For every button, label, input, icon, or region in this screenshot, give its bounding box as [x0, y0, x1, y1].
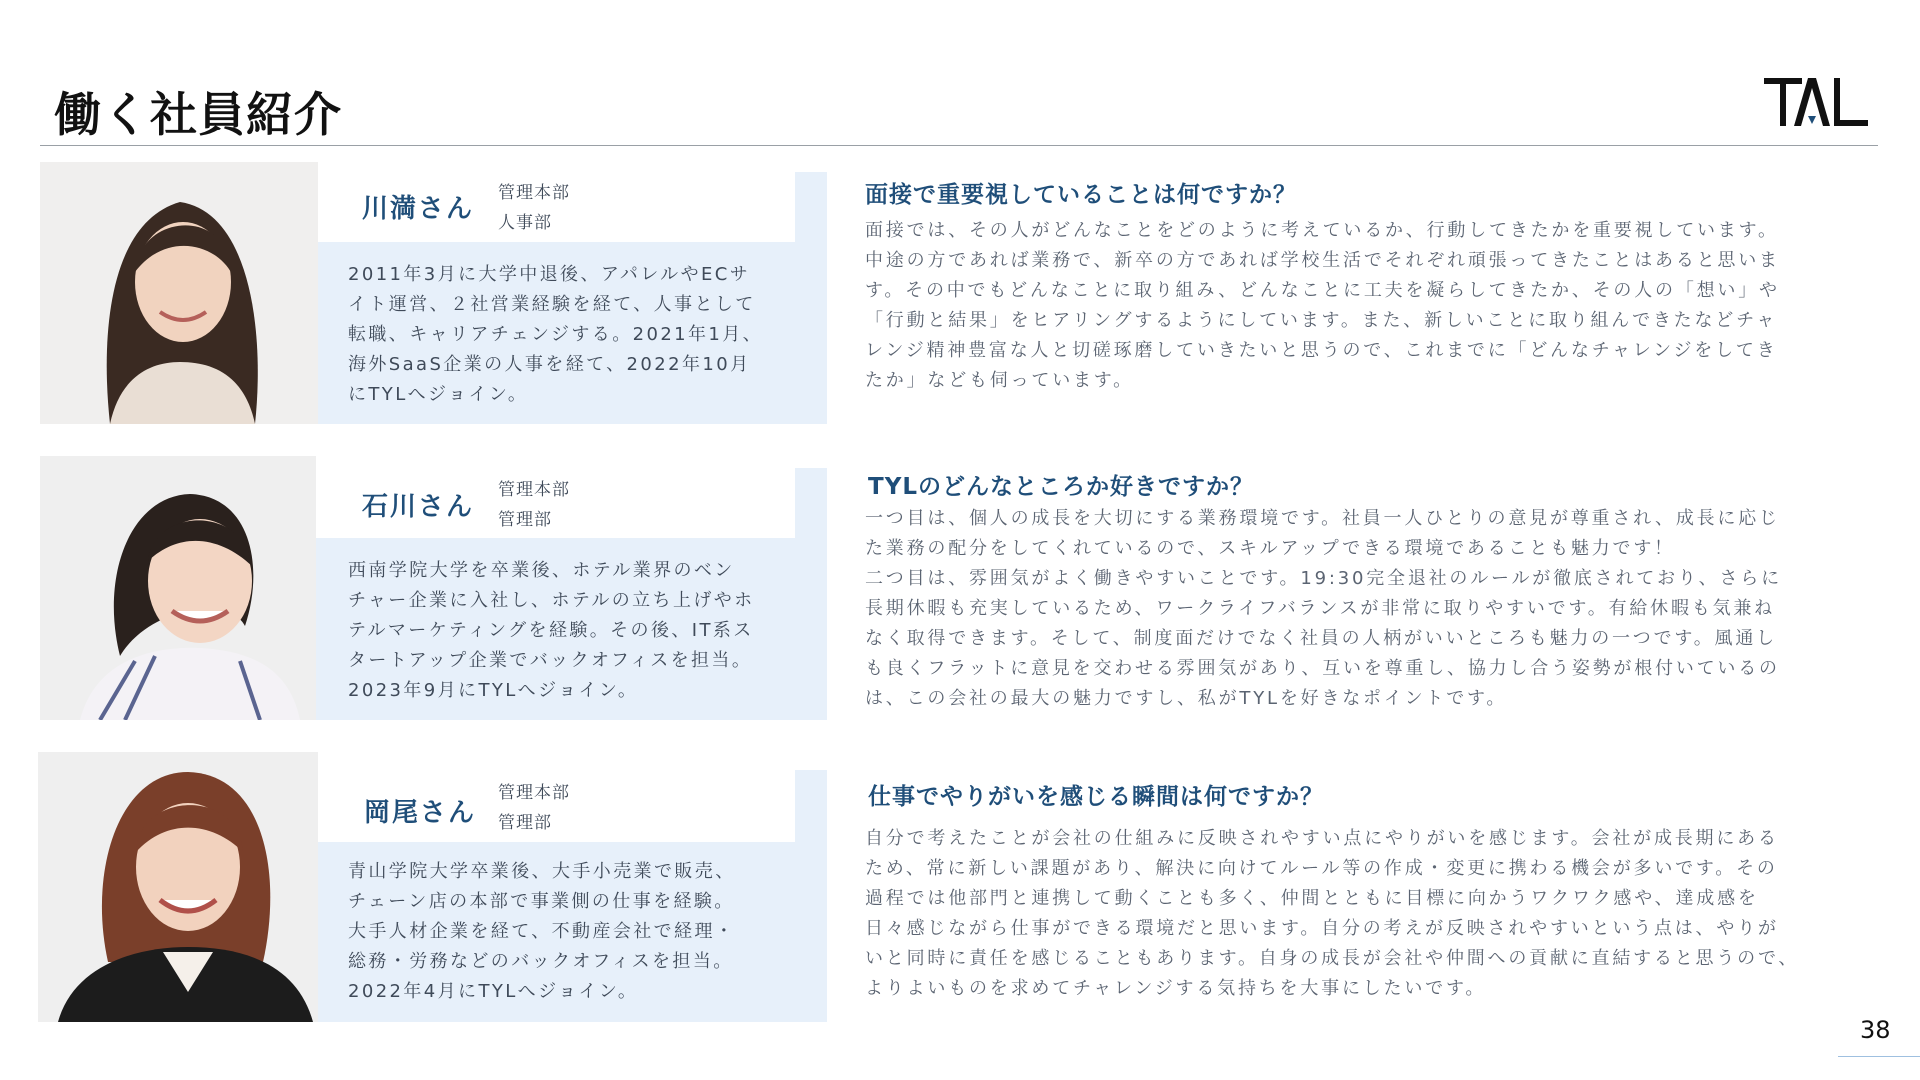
answer-line: 二つ目は、雰囲気がよく働きやすいことです。19:30完全退社のルールが徹底されており、さらに	[865, 568, 1782, 589]
bio-line: 転職、キャリアチェンジする。2021年1月、	[348, 324, 764, 345]
employee-name: 岡尾さん	[364, 798, 477, 828]
bio-line: 大手人材企業を経て、不動産会社で経理・	[348, 921, 736, 942]
answer-line: 過程では他部門と連携して動くことも多く、仲間とともに目標に向かうワクワク感や、達成感を	[865, 888, 1759, 909]
answer-line: なく取得できます。そして、制度面だけでなく社員の人柄がいいところも魅力の一つです。風通し	[865, 628, 1777, 649]
employee-bio	[348, 857, 818, 1007]
bio-line: 2022年4月にTYLへジョイン。	[348, 981, 639, 1002]
answer-line: 自分で考えたことが会社の仕組みに反映されやすい点にやりがいを感じます。会社が成長期にある	[865, 828, 1779, 849]
employee-division: 管理本部	[498, 183, 570, 203]
bio-line: にTYLへジョイン。	[348, 384, 529, 405]
answer-line: 長期休暇も充実しているため、ワークライフバランスが非常に取りやすいです。有給休暇も気兼ね	[865, 598, 1775, 619]
bio-panel-tab	[795, 172, 827, 242]
company-logo	[1764, 74, 1868, 130]
answer-line: 面接では、その人がどんなことをどのように考えているか、行動してきたかを重要視しています。	[865, 220, 1779, 241]
answer-line: ため、常に新しい課題があり、解決に向けてルール等の作成・変更に携わる機会が多いです。その	[865, 858, 1778, 879]
bio-line: イト運営、２社営業経験を経て、人事として	[348, 294, 756, 315]
bio-line: チェーン店の本部で事業側の仕事を経験。	[348, 891, 735, 912]
page-number: 38	[1860, 1016, 1891, 1044]
employee-division: 管理本部	[498, 783, 570, 803]
answer-line: 日々感じながら仕事ができる環境だと思います。自分の考えが反映されやすいという点は、やりが	[865, 918, 1779, 939]
bio-line: テルマーケティングを経験。その後、IT系ス	[348, 620, 754, 641]
answer-text	[865, 824, 1905, 1004]
answer-line: は、この会社の最大の魅力ですし、私がTYLを好きなポイントです。	[865, 688, 1508, 709]
bio-line: 総務・労務などのバックオフィスを担当。	[348, 951, 734, 972]
answer-line: いと同時に責任を感じることもあります。自身の成長が会社や仲間への貢献に直結すると思うので、	[865, 948, 1800, 969]
bio-line: チャー企業に入社し、ホテルの立ち上げやホ	[348, 590, 755, 611]
employee-name: 川満さん	[362, 194, 475, 224]
answer-line: も良くフラットに意見を交わせる雰囲気があり、互いを尊重し、協力し合う姿勢が根付いているの	[865, 658, 1780, 679]
bio-line: タートアップ企業でバックオフィスを担当。	[348, 650, 753, 671]
page-title: 働く社員紹介	[54, 88, 342, 143]
employee-division: 管理本部	[498, 480, 570, 500]
employee-photo-ishikawa	[40, 456, 316, 720]
employee-department: 管理部	[498, 813, 552, 833]
answer-line: よりよいものを求めてチャレンジする気持ちを大事にしたいです。	[865, 978, 1487, 999]
answer-line: レンジ精神豊富な人と切磋琢磨していきたいと思うので、これまでに「どんなチャレンジをしてき	[865, 340, 1778, 361]
answer-line: た業務の配分をしてくれているので、スキルアップできる環境であることも魅力です！	[865, 538, 1675, 559]
header-divider	[40, 145, 1878, 146]
employee-department: 人事部	[498, 213, 552, 233]
bio-panel-tab	[795, 770, 827, 842]
page-number-underline	[1838, 1056, 1920, 1057]
employee-department: 管理部	[498, 510, 552, 530]
answer-text	[865, 504, 1885, 714]
employee-bio	[348, 260, 818, 410]
answer-text	[865, 216, 1885, 396]
question-heading: 面接で重要視していることは何ですか？	[865, 182, 1297, 208]
answer-line: たか」なども伺っています。	[865, 370, 1134, 391]
answer-line: す。その中でもどんなことに取り組み、どんなことに工夫を凝らしてきたか、その人の「想い」や	[865, 280, 1780, 301]
bio-line: 海外SaaS企業の人事を経て、2022年10月	[348, 354, 751, 375]
answer-line: 一つ目は、個人の成長を大切にする業務環境です。社員一人ひとりの意見が尊重され、成長に応じ	[865, 508, 1780, 529]
employee-photo-kawamitsu	[40, 162, 318, 424]
answer-line: 中途の方であれば業務で、新卒の方であれば学校生活でそれぞれ頑張ってきたことはあると思いま	[865, 250, 1780, 271]
employee-bio	[348, 556, 818, 706]
bio-line: 2011年3月に大学中退後、アパレルやECサ	[348, 264, 751, 285]
bio-line: 2023年9月にTYLへジョイン。	[348, 680, 639, 701]
question-heading: 仕事でやりがいを感じる瞬間は何ですか？	[868, 784, 1324, 810]
question-heading: TYLのどんなところか好きですか？	[868, 474, 1254, 500]
bio-line: 青山学院大学卒業後、大手小売業で販売、	[348, 861, 736, 882]
employee-photo-okao	[38, 752, 318, 1022]
answer-line: 「行動と結果」をヒアリングするようにしています。また、新しいことに取り組んできたなどチャ	[865, 310, 1778, 331]
employee-name: 石川さん	[362, 492, 475, 522]
bio-panel-tab	[795, 468, 827, 538]
bio-line: 西南学院大学を卒業後、ホテル業界のベン	[348, 560, 735, 581]
